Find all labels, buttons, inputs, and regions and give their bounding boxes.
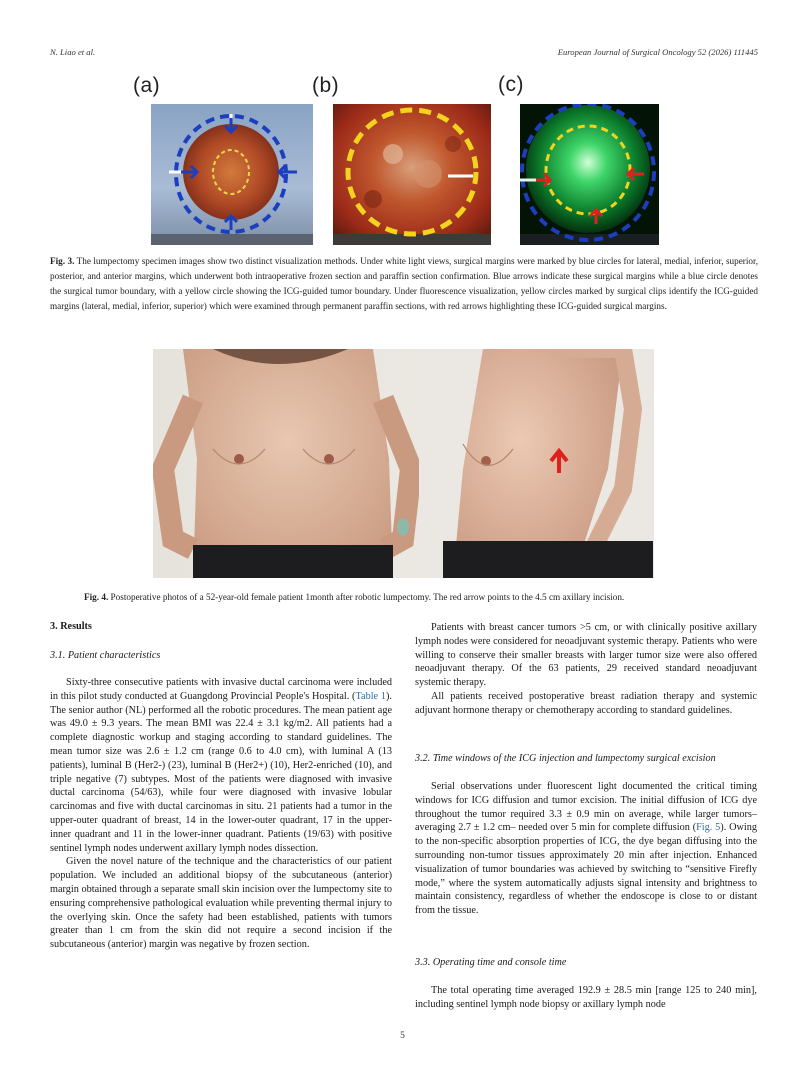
fig3-panel-c-fluorescence-image — [520, 104, 659, 245]
right-column-body-mid — [415, 780, 757, 918]
right-column-body-top — [415, 621, 757, 718]
paragraph-operating-time: The total operating time averaged 192.9 ± 28.5 min [range 125 to 240 min], including sentinel lymph node biopsy or axillary lymph node — [415, 985, 757, 1010]
fig3-label-b: (b) — [312, 74, 340, 97]
paragraph-text: Serial observations under fluorescent light documented the critical timing windows for ICG diffusion and tumor excision. The initial diffusion of ICG dye throughout the tumor required 3.3 ± 0.9 min on average, while larger tumors– averaging 2.7 ± 1.2 cm– needed over 5 min for complete diffusion ( — [415, 781, 757, 834]
running-header-journal: European Journal of Surgical Oncology 52 (2026) 111445 — [557, 47, 758, 57]
subsection-title-patient-characteristics: 3.1. Patient characteristics — [50, 650, 161, 661]
fig3-caption — [50, 254, 758, 314]
fig3-label-a: (a) — [133, 74, 161, 97]
fig3-caption-text: The lumpectomy specimen images show two distinct visualization methods. Under white light views, surgical margins were marked by blue circles for lateral, medial, inferior, superior, posterior, and anterior margins, which underwent both intraoperative frozen section and paraffin section confirmation. Blue arrows indicate these surgical margins while a blue circle denotes the surgical tumor boundary, with a yellow circle showing the ICG-guided tumor boundary. Under fluorescence visualization, yellow circles marked by surgical clips identify the ICG-guided margins (lateral, medial, inferior, superior) which were examined through permanent paraffin sections, with red arrows highlighting these ICG-guided surgical margins. — [50, 256, 758, 311]
paragraph-icg-timing — [415, 780, 757, 918]
paragraph-adjuvant: All patients received postoperative breast radiation therapy and systemic adjuvant hormone therapy or chemotherapy according to standard guidelines. — [415, 690, 757, 716]
fig3-panel-b-specimen-image — [333, 104, 491, 245]
fig3-label-c: (c) — [498, 73, 524, 96]
table-1-link[interactable]: Table 1 — [355, 690, 387, 702]
paragraph-neoadjuvant: Patients with breast cancer tumors >5 cm, or with clinically positive axillary lymph nodes were considered for neoadjuvant systemic therapy. Patients who were willing to conserve their smaller breasts with larger tumor size were also offered neoadjuvant therapy. Of the 63 patients, 29 received standard neoadjuvant systemic therapy. — [415, 622, 757, 689]
left-column-body — [50, 676, 392, 952]
running-header-authors: N. Liao et al. — [50, 47, 96, 57]
fig4-postoperative-photos — [153, 349, 654, 578]
fig3-caption-label: Fig. 3. — [50, 256, 75, 266]
fig4-caption — [84, 590, 734, 605]
fig-5-link[interactable]: Fig. 5 — [696, 822, 721, 834]
subsection-title-time-windows: 3.2. Time windows of the ICG injection and lumpectomy surgical excision — [415, 753, 716, 764]
paragraph-text: Sixty-three consecutive patients with invasive ductal carcinoma were included in this pilot study conducted at Guangdong Provincial People's Hospital. ( — [50, 677, 392, 702]
paragraph-text: ). The senior author (NL) performed all the robotic procedures. The mean patient age was 49.0 ± 9.3 years. The mean BMI was 22.4 ± 3.1 kg/m2. All patients had a complete diagnostic workup and staging according to standard guidelines. The mean tumor size was 2.6 ± 1.2 cm (range 0.6 to 4.0 cm), with luminal A (13 patients), luminal B (Her2-) (23), luminal B (Her2+) (10), Her2-enriched (10), and triple negative (7) subtypes. Most of the patients were diagnosed with invasive ductal carcinoma (54/63), while four were diagnosed with invasive lobular carcinomas and five with ductal carcinomas in situ. 21 patients had a tumor in the upper-outer quadrant of breast, 14 in the lower-outer quadrant, 17 in the upper-inner quadrant and 11 in the lower-inner quadrant. Patients (19/63) with positive sentinel lymph nodes underwent axillary lymph nodes dissection. — [50, 690, 392, 854]
paragraph-patient-characteristics — [50, 676, 392, 855]
page-number: 5 — [400, 1031, 405, 1041]
paragraph-text: ). Owing to the non-specific absorption properties of ICG, the dye began diffusing into the surrounding non-tumor tissues approximately 20 min after injection. Enhanced visualization of tumor boundaries was achieved by switching to “sensitive Firefly mode,” where the system automatically adjusts signal intensity and brightness to maintain consistency, regardless of whether the endoscope is close to or distant from the tissue. — [415, 822, 757, 917]
fig3-panel-a-specimen-image — [151, 104, 313, 245]
section-title-results: 3. Results — [50, 621, 92, 632]
right-column-body-bottom — [415, 984, 757, 1012]
fig4-caption-label: Fig. 4. — [84, 592, 109, 602]
subsection-title-operating-time: 3.3. Operating time and console time — [415, 957, 567, 968]
fig4-caption-text: Postoperative photos of a 52-year-old female patient 1month after robotic lumpectomy. The red arrow points to the 4.5 cm axillary incision. — [108, 592, 625, 602]
paragraph-anterior-margin: Given the novel nature of the technique and the characteristics of our patient population. We included an additional biopsy of the subcutaneous (anterior) margin obtained through a separate small skin incision over the lumpectomy site to ensuring comprehensive pathological evaluation while preventing thermal injury to the overlying skin. Once the safety had been established, patients with tumors greater than 1 cm from the skin did not require a second incision if the subcutaneous (anterior) margin was negative by frozen section. — [50, 856, 392, 951]
